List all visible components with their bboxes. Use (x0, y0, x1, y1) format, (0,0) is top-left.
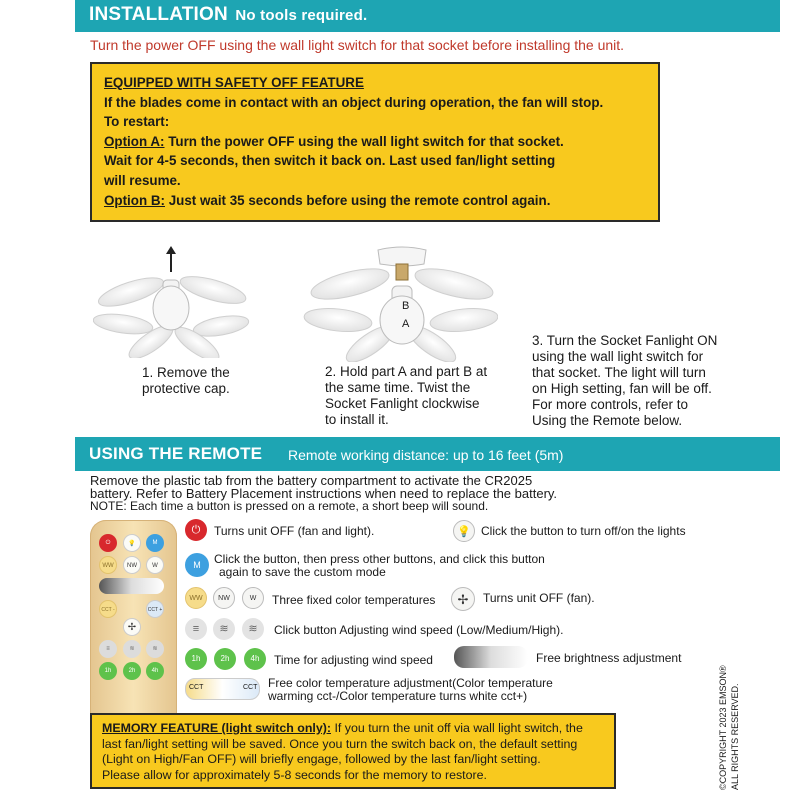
step1-text: 1. Remove the protective cap. (142, 365, 230, 396)
timer-2h-icon: 2h (214, 648, 236, 670)
socket-thread (396, 264, 408, 280)
remote-power-button[interactable]: ⏻ (99, 534, 117, 552)
remote-timer-1h-button[interactable]: 1h (99, 662, 117, 680)
memory-line-4: Please allow for approximately 5-8 seconds for the memory to restore. (102, 767, 487, 782)
safety-line-2: To restart: (104, 114, 170, 130)
safety-line-1: If the blades come in contact with an object during operation, the fan will stop. (104, 94, 604, 110)
remote-fan-off-button[interactable]: ✢ (123, 618, 141, 636)
up-arrow-head (166, 246, 176, 254)
installation-warning: Turn the power OFF using the wall light switch for that socket before installing the unit. (90, 37, 625, 53)
remote-brightness-slider[interactable] (99, 578, 164, 594)
legend-fan-off: Turns unit OFF (fan). (483, 591, 595, 605)
remote-timer-2h-button[interactable]: 2h (123, 662, 141, 680)
memory-feature-box (90, 713, 616, 789)
step2-text: 2. Hold part A and part B at the same time. Twist the Socket Fanlight clockwise to install it. (325, 364, 488, 427)
light-bulb-icon: 💡 (453, 520, 475, 542)
installation-title: INSTALLATION No tools required. (89, 4, 368, 25)
w-icon: W (242, 587, 264, 609)
remote-title: USING THE REMOTE (89, 444, 263, 463)
installation-header (75, 0, 780, 32)
remote-distance: Remote working distance: up to 16 feet (5m) (288, 447, 564, 463)
fan-light-dome (153, 286, 189, 330)
memory-line-2: last fan/light setting will be saved. Once you turn the switch back on, the default setting (102, 736, 578, 751)
nw-icon: NW (213, 587, 235, 609)
legend-cct: Free color temperature adjustment(Color temperature warming cct-/Color temperature turns white cct+) (268, 676, 553, 703)
installation-subtitle: No tools required. (235, 7, 368, 24)
remote-cct-plus-button[interactable]: CCT + (146, 600, 164, 618)
power-icon: ⏻ (185, 519, 207, 541)
memory-line-1: MEMORY FEATURE (light switch only): If you turn the unit off via wall light switch, the (102, 721, 583, 735)
legend-wind-speed: Click button Adjusting wind speed (Low/Medium/High). (274, 623, 564, 637)
remote-wind-low-button[interactable]: ≡ (99, 640, 117, 658)
cct-plus-text: CCT (243, 684, 258, 691)
fan-illustration-step2 (302, 244, 498, 362)
part-b-label: B (402, 300, 410, 312)
part-a-label: A (402, 318, 410, 330)
safety-line-4: Wait for 4-5 seconds, then switch it back on. Last used fan/light setting (104, 153, 556, 169)
legend-off-all: Turns unit OFF (fan and light). (214, 524, 375, 538)
remote-nw-button[interactable]: NW (123, 556, 141, 574)
wind-low-icon: ≡ (185, 618, 207, 640)
legend-brightness: Free brightness adjustment (536, 651, 682, 665)
wind-medium-icon: ≋ (213, 618, 235, 640)
remote-light-button[interactable]: 💡 (123, 534, 141, 552)
remote-control (90, 520, 177, 742)
remote-cct-minus-button[interactable]: CCT - (99, 600, 117, 618)
safety-heading: EQUIPPED WITH SAFETY OFF FEATURE (104, 75, 364, 90)
legend-timer: Time for adjusting wind speed (274, 653, 433, 667)
remote-w-button[interactable]: W (146, 556, 164, 574)
brightness-slider-icon (454, 646, 528, 668)
fan-illustration-step1 (93, 246, 253, 358)
step3-text: 3. Turn the Socket Fanlight ON using the wall light switch for that socket. The light will turn on High setting, fan will be off. For more controls, refer to Using the Remote below. (532, 333, 718, 428)
memory-m-icon: M (185, 553, 209, 577)
remote-ww-button[interactable]: WW (99, 556, 117, 574)
timer-4h-icon: 4h (244, 648, 266, 670)
timer-1h-icon: 1h (185, 648, 207, 670)
remote-timer-4h-button[interactable]: 4h (146, 662, 164, 680)
safety-feature-box (90, 62, 660, 222)
wind-high-icon: ≋ (242, 618, 264, 640)
legend-color-temps: Three fixed color temperatures (272, 593, 436, 607)
cct-minus-text: CCT (189, 684, 204, 691)
legend-memory: Click the button, then press other buttons, and click this button again to save the custom mode (214, 552, 545, 579)
fan-icon: ✢ (451, 587, 475, 611)
safety-line-5: will resume. (104, 172, 181, 188)
legend-light-toggle: Click the button to turn off/on the lights (481, 524, 686, 538)
socket-base (378, 247, 426, 266)
remote-wind-high-button[interactable]: ≋ (146, 640, 164, 658)
memory-line-3: (Light on High/Fan OFF) will briefly engage, followed by the last fan/light setting. (102, 752, 541, 767)
remote-header (75, 437, 780, 471)
remote-intro: Remove the plastic tab from the battery compartment to activate the CR2025 battery. Refer to Battery Placement instructions when need to replace the battery. NOTE: Each time a button is pressed on a remote, a short beep will sound. (90, 473, 558, 513)
remote-wind-med-button[interactable]: ≋ (123, 640, 141, 658)
copyright-notice: ©COPYRIGHT 2023 EMSON® ALL RIGHTS RESERVED. (718, 665, 740, 790)
safety-option-a: Option A: Turn the power OFF using the wall light switch for that socket. (104, 133, 564, 149)
ww-icon: WW (185, 587, 207, 609)
safety-option-b: Option B: Just wait 35 seconds before using the remote control again. (104, 192, 551, 208)
remote-note: NOTE: Each time a button is pressed on a remote, a short beep will sound. (90, 499, 489, 513)
remote-memory-button[interactable]: M (146, 534, 164, 552)
